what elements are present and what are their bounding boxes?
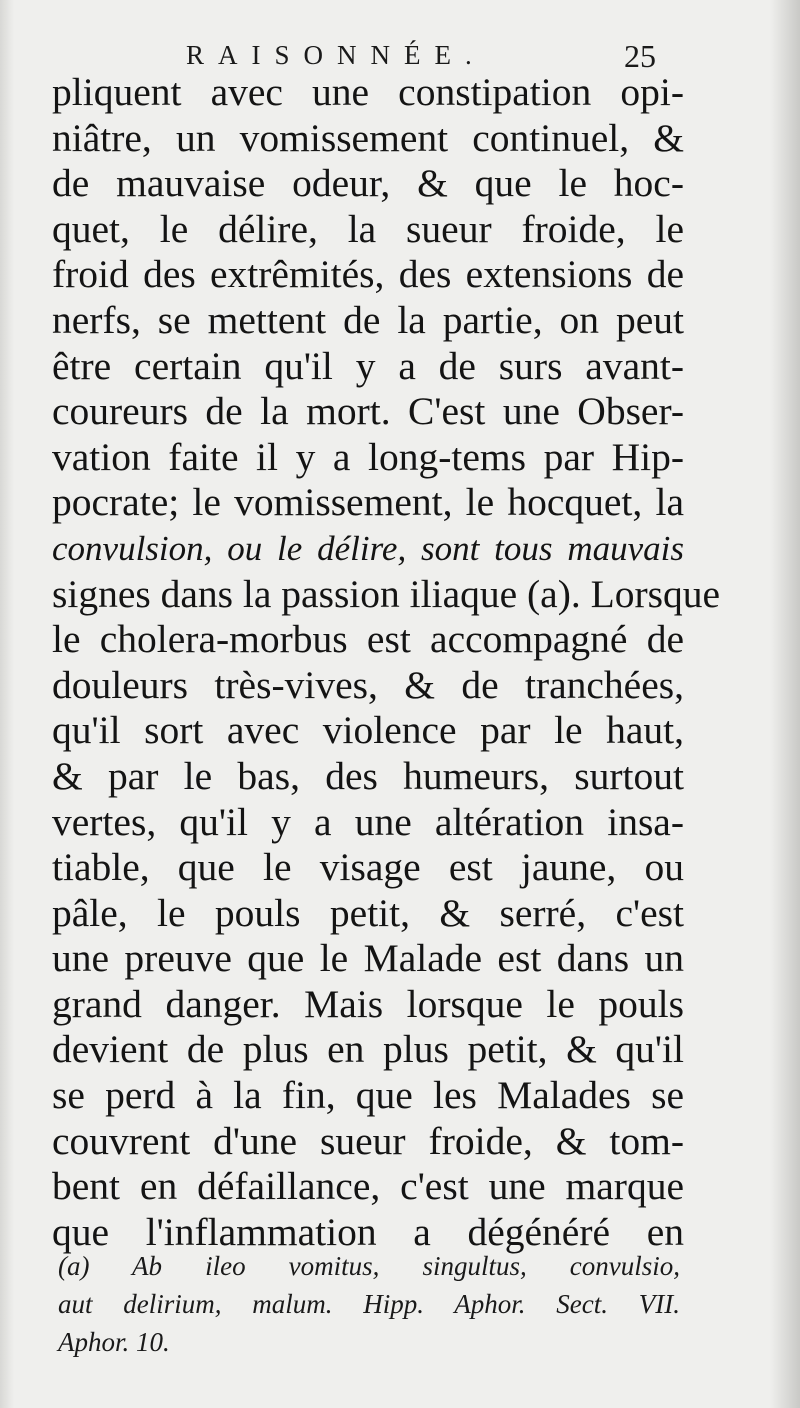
text-line: signes dans la passion iliaque (a). Lorsque — [52, 571, 721, 616]
text-line: pâle, le pouls petit, & serré, c'est — [52, 890, 684, 935]
text-line: tiable, que le visage est jaune, ou — [52, 845, 684, 890]
text-line: pocrate; le vomissement, le hocquet, la — [52, 480, 684, 525]
footnote-line: aut delirium, malum. Hipp. Aphor. Sect. VII. — [58, 1289, 680, 1319]
text-line: être certain qu'il y a de surs avant- — [52, 343, 684, 388]
text-line: nerfs, se mettent de la partie, on peut — [52, 297, 684, 342]
running-head: RAISONNÉE. — [186, 40, 486, 70]
text-line: une preuve que le Malade est dans un — [52, 936, 684, 981]
text-line: coureurs de la mort. C'est une Obser- — [52, 389, 684, 434]
text-line: qu'il sort avec violence par le haut, — [52, 708, 684, 753]
text-line: se perd à la fin, que les Malades se — [52, 1073, 684, 1118]
text-line: douleurs très-vives, & de tranchées, — [52, 662, 684, 707]
text-line: froid des extrêmités, des extensions de — [52, 252, 684, 297]
page-edge-shadow — [770, 0, 800, 1408]
main-text — [52, 70, 721, 1255]
text-line: grand danger. Mais lorsque le pouls — [52, 981, 684, 1026]
footnote-line: Aphor. 10. — [58, 1327, 170, 1357]
text-line: quet, le délire, la sueur froide, le — [52, 206, 684, 251]
text-line: de mauvaise odeur, & que le hoc- — [52, 161, 684, 206]
page-gutter-shadow — [0, 0, 14, 1408]
text-line: vertes, qu'il y a une altération insa- — [52, 799, 684, 844]
text-line-italic: convulsion, ou le délire, sont tous mauvais — [52, 528, 684, 568]
text-line: vation faite il y a long-tems par Hip- — [52, 434, 684, 479]
footnote — [58, 1247, 680, 1361]
text-line: que l'inflammation a dégénéré en — [52, 1209, 684, 1254]
page-number: 25 — [624, 38, 656, 74]
text-line: le cholera-morbus est accompagné de — [52, 617, 684, 662]
text-line: pliquent avec une constipation opi- — [52, 70, 684, 114]
text-line: & par le bas, des humeurs, surtout — [52, 753, 684, 798]
text-line: couvrent d'une sueur froide, & tom- — [52, 1118, 684, 1163]
footnote-line: (a) Ab ileo vomitus, singultus, convulsio, — [58, 1251, 680, 1281]
text-line: bent en défaillance, c'est une marque — [52, 1164, 684, 1209]
text-line: niâtre, un vomissement continuel, & — [52, 115, 684, 160]
text-line: devient de plus en plus petit, & qu'il — [52, 1027, 684, 1072]
